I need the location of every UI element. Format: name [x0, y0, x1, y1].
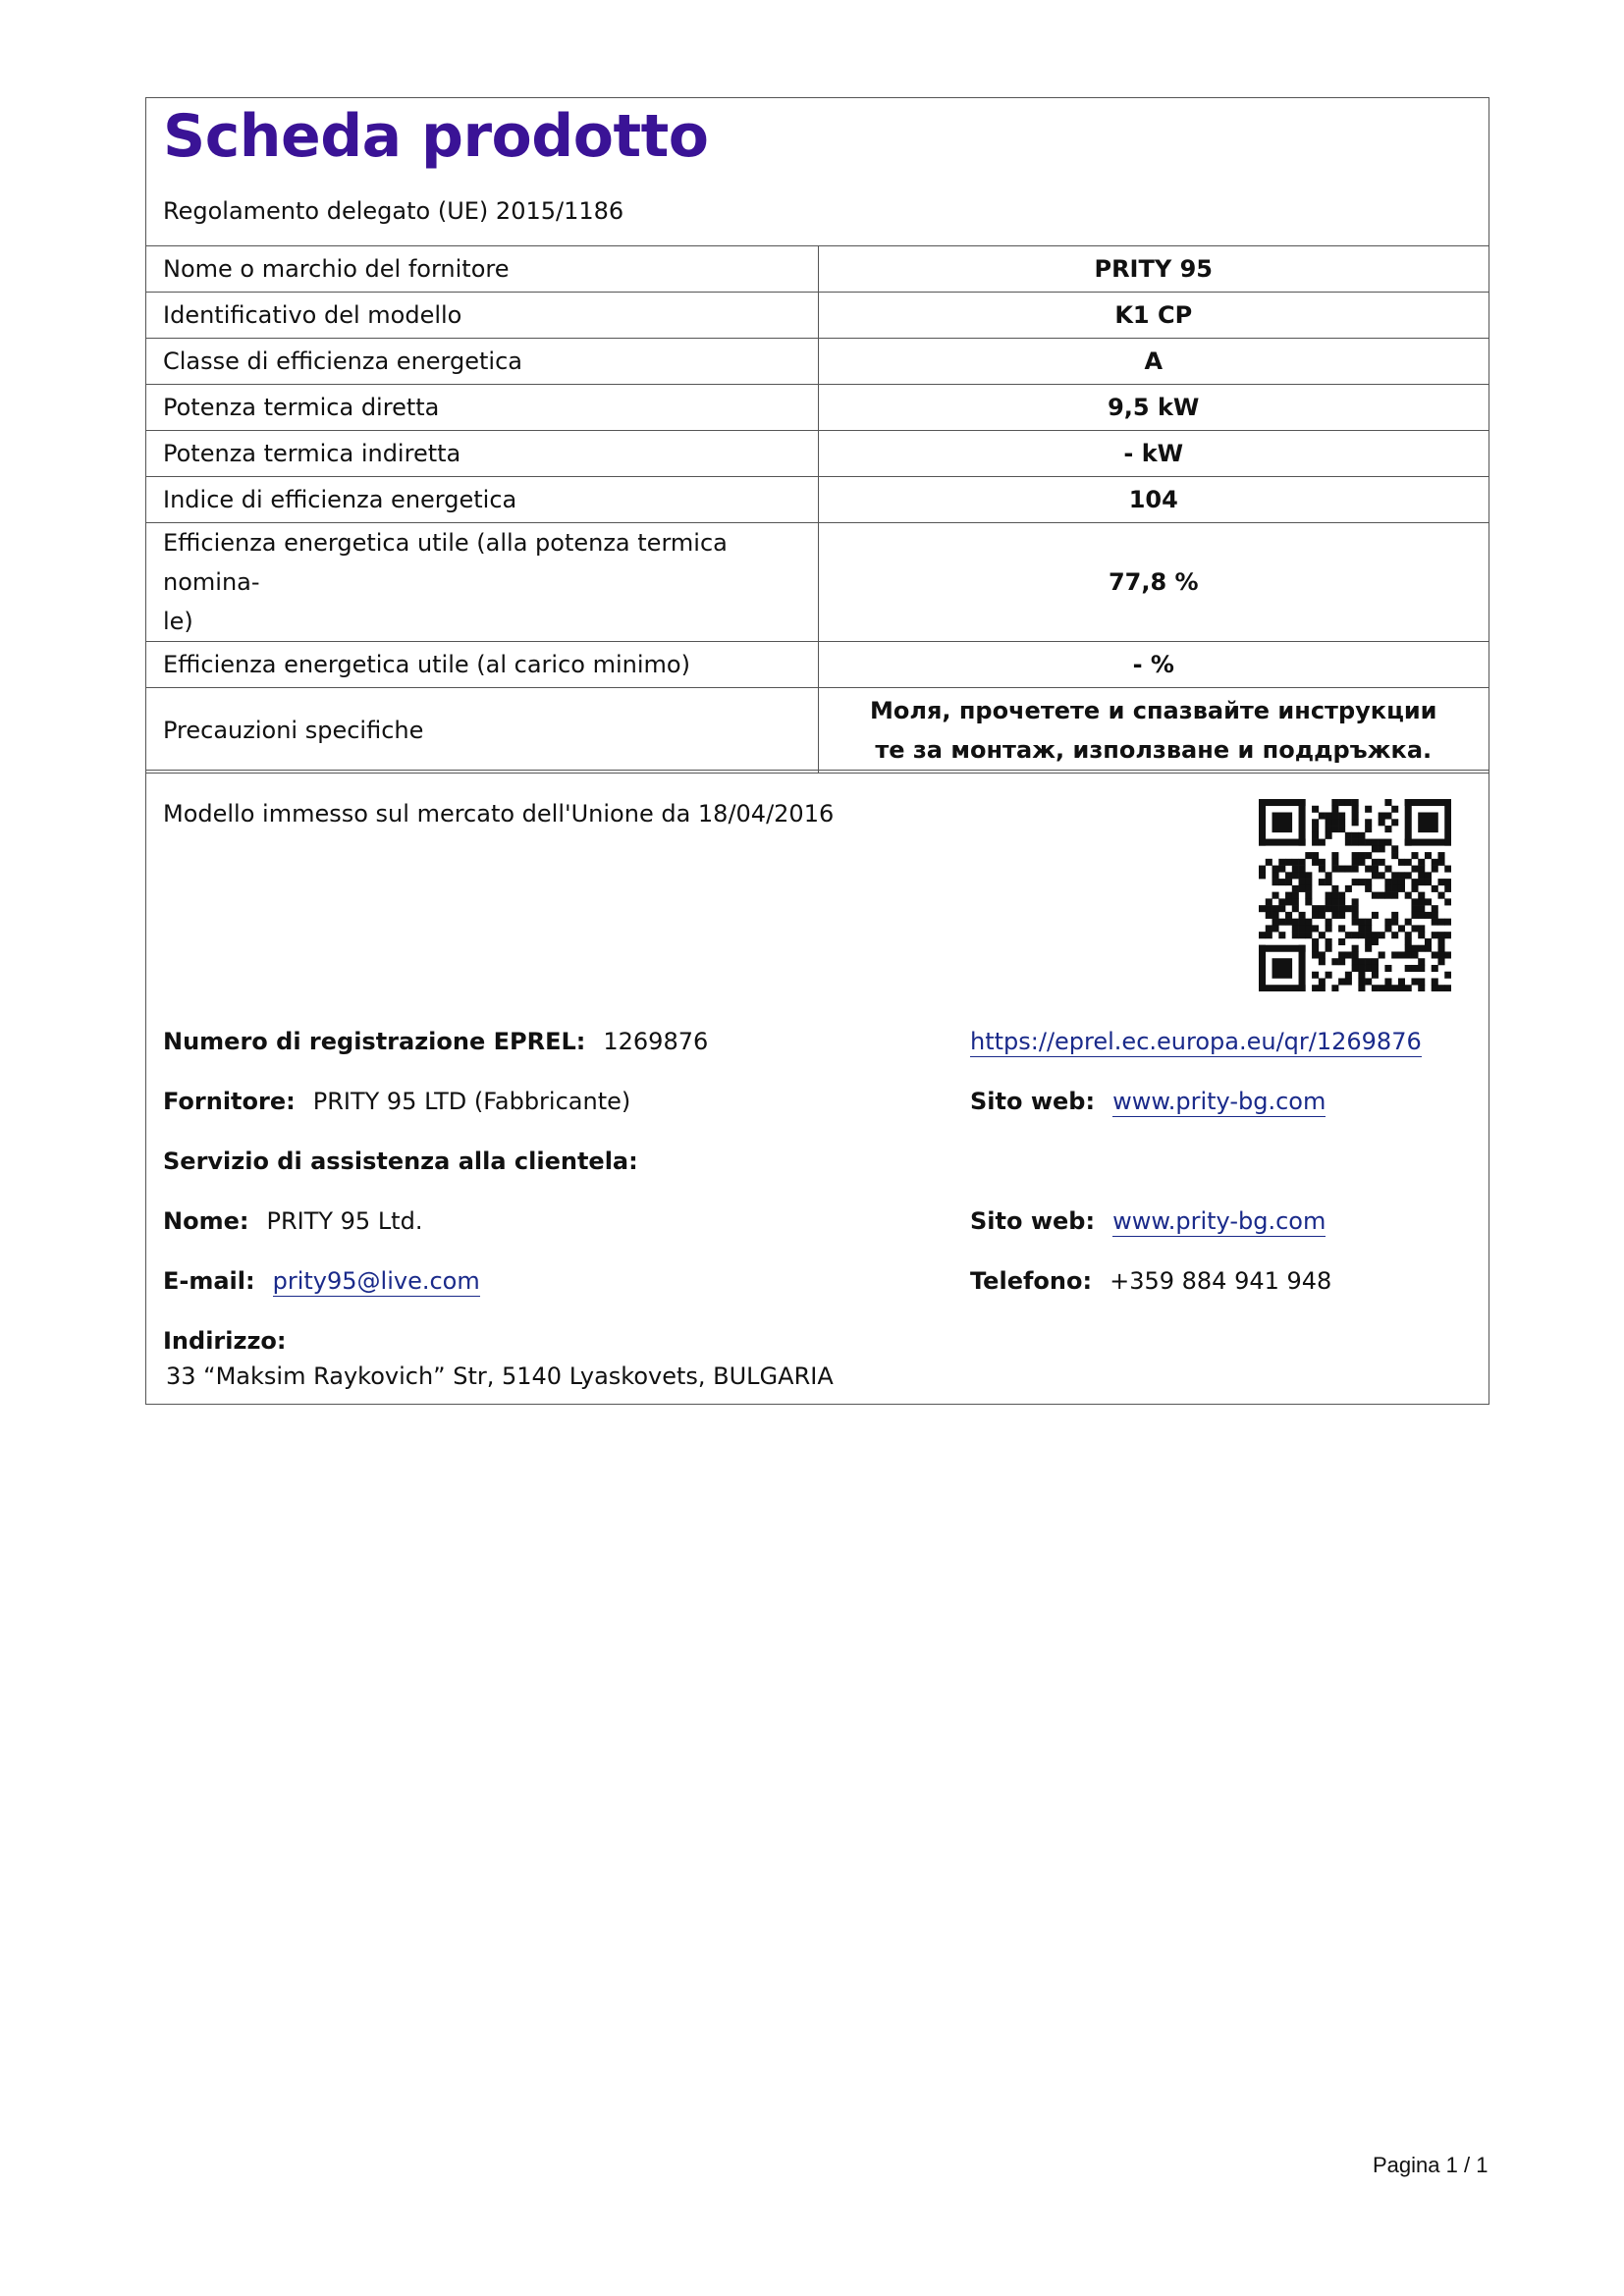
spec-value: 9,5 kW: [818, 385, 1489, 431]
spec-value: A: [818, 339, 1489, 385]
phone-row: [970, 1267, 1331, 1295]
spec-value: K1 CP: [818, 293, 1489, 339]
market-date-text: Modello immesso sul mercato dell'Unione da 18/04/2016: [163, 800, 835, 828]
spec-label: Precauzioni specifiche: [146, 688, 818, 774]
website-link[interactable]: www.prity-bg.com: [1112, 1088, 1326, 1115]
qr-code-icon[interactable]: [1259, 799, 1451, 991]
spec-label: Nome o marchio del fornitore: [146, 246, 818, 293]
website2-row: [970, 1207, 1326, 1235]
name-label: Nome:: [163, 1207, 249, 1235]
spec-label-line: Efficienza energetica utile (alla potenza termica nomina-: [163, 529, 728, 596]
eprel-label: Numero di registrazione EPREL:: [163, 1028, 586, 1055]
supplier-row: [163, 1088, 630, 1115]
eprel-link-row: [970, 1028, 1422, 1055]
email-row: [163, 1267, 480, 1295]
address-value: 33 “Maksim Raykovich” Str, 5140 Lyaskovets, BULGARIA: [166, 1362, 834, 1390]
eprel-value: 1269876: [603, 1028, 709, 1055]
table-row: [146, 339, 1489, 385]
table-row: [146, 293, 1489, 339]
table-row: [146, 385, 1489, 431]
spec-value: - kW: [818, 431, 1489, 477]
name-value: PRITY 95 Ltd.: [266, 1207, 423, 1235]
spec-label: Potenza termica diretta: [146, 385, 818, 431]
table-row: [146, 477, 1489, 523]
spec-label: Identificativo del modello: [146, 293, 818, 339]
spec-label: Efficienza energetica utile (al carico minimo): [146, 642, 818, 688]
spec-label: [146, 523, 818, 642]
regulation-subtitle: Regolamento delegato (UE) 2015/1186: [163, 197, 624, 225]
spec-table: [146, 246, 1489, 773]
service-heading: Servizio di assistenza alla clientela:: [163, 1148, 638, 1175]
supplier-value: PRITY 95 LTD (Fabbricante): [312, 1088, 631, 1115]
eprel-link[interactable]: https://eprel.ec.europa.eu/qr/1269876: [970, 1028, 1422, 1055]
table-row: [146, 642, 1489, 688]
website-label: Sito web:: [970, 1088, 1096, 1115]
spec-value: PRITY 95: [1094, 255, 1213, 283]
spec-value: - %: [818, 642, 1489, 688]
table-row: [146, 688, 1489, 774]
email-label: E-mail:: [163, 1267, 255, 1295]
spec-value-line: те за монтаж, използване и поддръжка.: [875, 736, 1433, 764]
supplier-info-box: [145, 770, 1489, 1405]
eprel-row: [163, 1028, 708, 1055]
spec-label-line: le): [163, 608, 193, 635]
spec-value: 77,8 %: [818, 523, 1489, 642]
email-link[interactable]: prity95@live.com: [272, 1267, 480, 1295]
website-row: [970, 1088, 1326, 1115]
page-title: Scheda prodotto: [163, 102, 709, 171]
product-sheet: [145, 97, 1489, 774]
spec-label: Indice di efficienza energetica: [146, 477, 818, 523]
sheet-header: [146, 98, 1489, 246]
spec-value-line: Моля, прочетете и спазвайте инструкции: [870, 697, 1437, 724]
spec-label: Classe di efficienza energetica: [146, 339, 818, 385]
supplier-label: Fornitore:: [163, 1088, 296, 1115]
page-number: Pagina 1 / 1: [1373, 2153, 1489, 2177]
table-row: [146, 431, 1489, 477]
phone-value: +359 884 941 948: [1110, 1267, 1332, 1295]
spec-value: [818, 688, 1489, 774]
spec-label: Potenza termica indiretta: [146, 431, 818, 477]
table-row: [146, 523, 1489, 642]
website2-label: Sito web:: [970, 1207, 1096, 1235]
name-row: [163, 1207, 422, 1235]
phone-label: Telefono:: [970, 1267, 1093, 1295]
website2-link[interactable]: www.prity-bg.com: [1112, 1207, 1326, 1235]
spec-value: 104: [818, 477, 1489, 523]
table-row: [146, 246, 1489, 293]
address-label: Indirizzo:: [163, 1327, 287, 1355]
